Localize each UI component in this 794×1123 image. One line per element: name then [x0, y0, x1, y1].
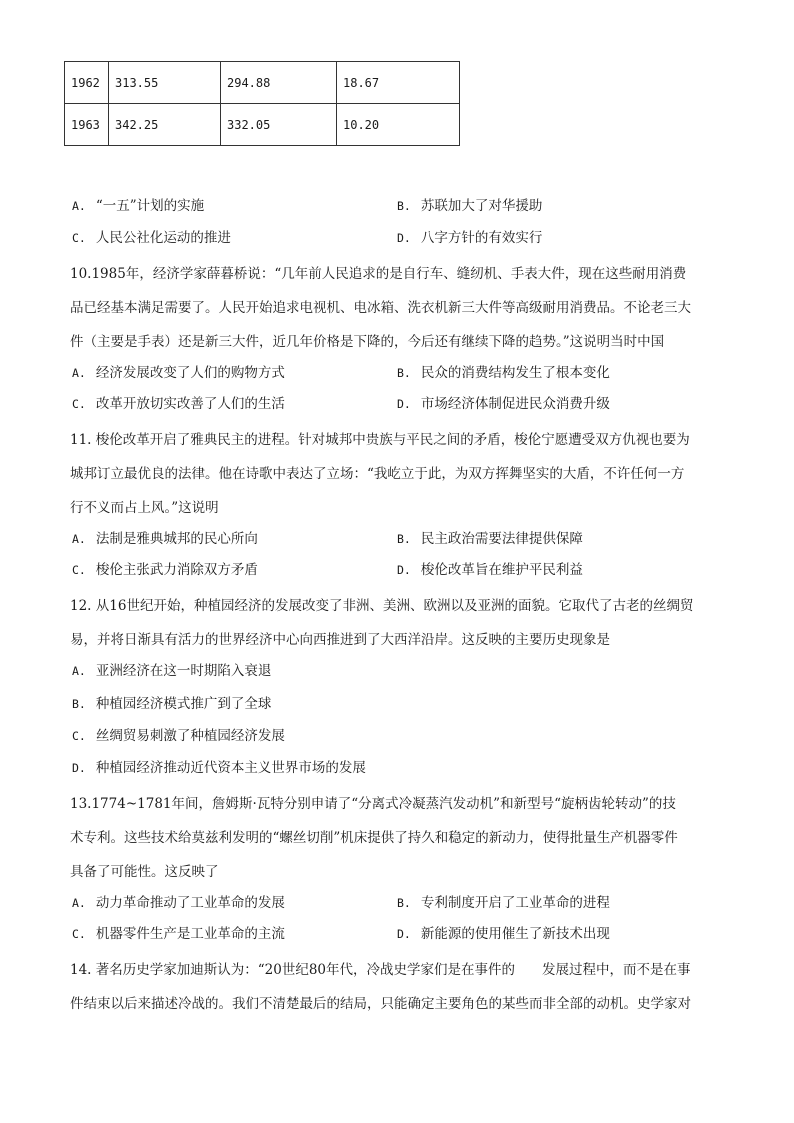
q12-stem-line: 易，并将日渐具有活力的世界经济中心向西推进到了大西洋沿岸。这反映的主要历史现象是: [70, 632, 610, 648]
q12-option-c: C. 丝绸贸易刺激了种植园经济发展: [72, 728, 285, 744]
q9-option-a: A. “一五”计划的实施: [72, 198, 205, 214]
table-cell: 1963: [65, 104, 109, 146]
q10-stem-line: 件（主要是手表）还是新三大件，近几年价格是下降的，今后还有继续下降的趋势。”这说明当时中国: [70, 334, 665, 350]
q14-stem-line: 件结束以后来描述冷战的。我们不清楚最后的结局，只能确定主要角色的某些而非全部的动机。史学家对: [70, 996, 691, 1012]
table-cell: 18.67: [337, 62, 460, 104]
table-row: [65, 104, 460, 146]
q10-option-b: B. 民众的消费结构发生了根本变化: [397, 365, 610, 381]
table-cell: 332.05: [221, 104, 337, 146]
q11-option-c: C. 梭伦主张武力消除双方矛盾: [72, 562, 258, 578]
q10-option-c: C. 改革开放切实改善了人们的生活: [72, 396, 285, 412]
q12-option-d: D. 种植园经济推动近代资本主义世界市场的发展: [72, 760, 366, 776]
table-cell: 1962: [65, 62, 109, 104]
q13-option-c: C. 机器零件生产是工业革命的主流: [72, 926, 285, 942]
data-table: [64, 61, 460, 146]
q11-stem-line: 行不义而占上风。”这说明: [70, 500, 219, 516]
q13-stem-line: 具备了可能性。这反映了: [70, 864, 219, 880]
q11-option-d: D. 梭伦改革旨在维护平民利益: [397, 562, 583, 578]
table-cell: 10.20: [337, 104, 460, 146]
q13-option-d: D. 新能源的使用催生了新技术出现: [397, 926, 610, 942]
q9-option-c: C. 人民公社化运动的推进: [72, 230, 231, 246]
q11-option-b: B. 民主政治需要法律提供保障: [397, 531, 583, 547]
q11-stem-line: 城邦订立最优良的法律。他在诗歌中表达了立场：“我屹立于此，为双方挥舞坚实的大盾，不许任何一方: [70, 466, 685, 482]
table-row: [65, 62, 460, 104]
q13-stem-line: 术专利。这些技术给莫兹利发明的“螺丝切削”机床提供了持久和稳定的新动力，使得批量生产机器零件: [70, 830, 678, 846]
table-cell: 313.55: [109, 62, 221, 104]
table-cell: 342.25: [109, 104, 221, 146]
q10-stem-line: 品已经基本满足需要了。人民开始追求电视机、电冰箱、洗衣机新三大件等高级耐用消费品。不论老三大: [70, 300, 691, 316]
q10-stem-line: 10.1985年，经济学家薛暮桥说：“几年前人民追求的是自行车、缝纫机、手表大件，现在这些耐用消费: [70, 266, 687, 282]
q9-option-b: B. 苏联加大了对华援助: [397, 198, 543, 214]
q9-option-d: D. 八字方针的有效实行: [397, 230, 543, 246]
q11-option-a: A. 法制是雅典城邦的民心所向: [72, 531, 258, 547]
q13-option-a: A. 动力革命推动了工业革命的发展: [72, 895, 285, 911]
q13-option-b: B. 专利制度开启了工业革命的进程: [397, 895, 610, 911]
q13-stem-line: 13.1774~1781年间，詹姆斯·瓦特分别申请了“分离式冷凝蒸汽发动机”和新型号“旋柄齿轮转动”的技: [70, 796, 676, 812]
q10-option-a: A. 经济发展改变了人们的购物方式: [72, 365, 285, 381]
q12-option-b: B. 种植园经济模式推广到了全球: [72, 696, 272, 712]
q14-stem-line: 14. 著名历史学家加迪斯认为：“20世纪80年代，冷战史学家们是在事件的 发展过程中，而不是在事: [70, 962, 691, 978]
q10-option-d: D. 市场经济体制促进民众消费升级: [397, 396, 610, 412]
q11-stem-line: 11. 梭伦改革开启了雅典民主的进程。针对城邦中贵族与平民之间的矛盾，梭伦宁愿遭受双方仇视也要为: [70, 432, 690, 448]
q12-option-a: A. 亚洲经济在这一时期陷入衰退: [72, 663, 272, 679]
q12-stem-line: 12. 从16世纪开始，种植园经济的发展改变了非洲、美洲、欧洲以及亚洲的面貌。它取代了古老的丝绸贸: [70, 598, 694, 614]
table-cell: 294.88: [221, 62, 337, 104]
